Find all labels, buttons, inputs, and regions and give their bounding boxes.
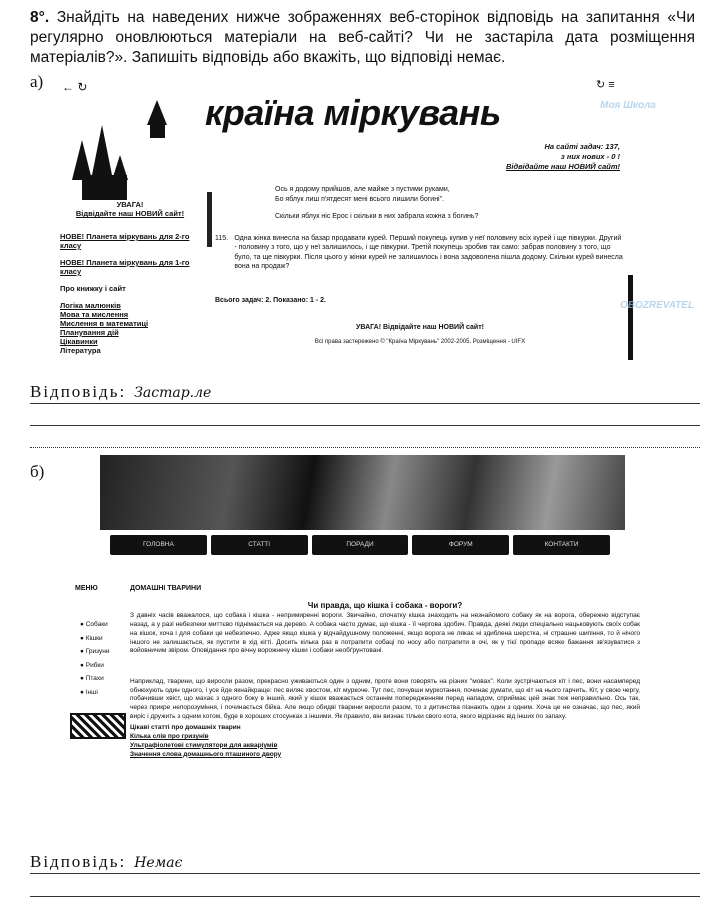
sidebar-link[interactable]: НОВЕ! Планета міркувань для 2-го класу: [60, 232, 190, 250]
related-link[interactable]: Кілька слів про гризунів: [130, 733, 209, 741]
counter-badge-icon: [70, 713, 126, 739]
site-sidebar: УВАГА! Відвідайте наш НОВИЙ сайт! НОВЕ! Планета міркувань для 2-го класу НОВЕ! Планета міркувань для 1-го класу Про книжку і сайт Логіка малюнків Мова та мислення Мислення в математиці Планування дій Цікавинки Література: [60, 200, 200, 355]
browser-back-icon: ← ↻: [62, 80, 88, 94]
browser-refresh-icon: ↻ ≡: [596, 79, 615, 91]
answer-line: [30, 403, 700, 404]
answer-b-value[interactable]: Немає: [134, 855, 183, 871]
new-site-link[interactable]: Відвідайте наш НОВИЙ сайт!: [75, 209, 185, 218]
menu-item[interactable]: ● Кішки: [80, 634, 103, 642]
task-text: 8°. Знайдіть на наведених нижче зображеннях веб-сторінок відповідь на запитання «Чи регулярно оновлюються матеріали на веб-сайті? Чи не застаріла дата розміщення матеріалів?». Запишіть відповідь або вкажіть, що відповіді немає.: [30, 9, 696, 66]
label-b: б): [30, 462, 45, 481]
menu-heading: МЕНЮ: [75, 585, 98, 592]
castle-logo-icon: [62, 85, 202, 210]
answer-line: [30, 447, 700, 448]
related-link[interactable]: Ультрафіолетові стимулятори для акваріумів: [130, 741, 278, 749]
site-content: Ось я додому прийшов, але майже з пустими руками, Бо яблук лиш п'ятдесят мені всього лишили богині". Скільки яблук ніс Ерос і скільки в них забрала кожна з богинь? 115. Одна жінка винесла на базар продавати курей. Перший покупець купив у неї половину всіх курей і ще півкурки. Другий - половину з того, що у неї залишилось, і ще півкурки. Третій покупець зробив так само: забрав половину з того, що було, та ще півкурки. Після цього у жінки курей не залишилось і вона задоволена пішла додому. Скільки курей винесла вона на продаж? Всього задач: 2. Показано: 1 - 2. УВАГА! Відвідайте наш НОВИЙ сайт! Всі права застережено © "Країна Міркувань" 2002-2005. Розміщення - UIFX: [215, 186, 623, 345]
sidebar-link[interactable]: Планування дій: [60, 328, 119, 337]
menu-item[interactable]: ● Інші: [80, 688, 98, 696]
article: ДОМАШНІ ТВАРИНИ Чи правда, що кішка і собака - вороги? З давніх часів вважалося, що собака і кішка - непримиренні вороги. Звичайно, спочатку кішка знаходить на незнайомого собаку як на ворога, обережно відступає назад, а у разі небезпеки миттєво піднімається на дерево. А собака часто думає, що кішка - її чергова здобич. Правда, деякі люди спеціально нацьковують своїх собак на кішок, хоча і для собаки це небезпечно. Адже якщо кішка у відчайдушному положенні, якщо ворога не лякає ні здиблена шерстка, ні страшне шипіння, то й нічого іншого не залишається, як пустити в хід кігті. Досить кілька раз в потрапити собаці по носу або потрапити в очі, як у тієї пропаде всяке бажання зв'язуватися з войовничим звіром. Оповідання про вічну ворожнечу кішки і собаки необґрунтовані. Наприклад, тварини, що виросли разом, прекрасно уживаються один з одним, проте вони говорять на різних "мовах". Коли зустрічаються кіт і пес, вони насамперед обнюхують один одного, і усе йде якнайкраще: пес виляє хвостом, кіт муркоче. Тут пес, почувши муркотання, починає думати, що кіт на нього гарчить. Кіт, у свою чергу, побачивши хвіст, що махає з одного боку в інший, який у кішок вважається останнім попередженням перед нападом, сприймає цей знак теж неправильно. Ось так, через прикре непорозуміння, і починається бійка. Але якщо обидві тварини виросли разом, то з дитинства пізнають один з одним. Хоча це не означає, що пес, який виріс і дружить з одним котом, буде в хороших стосунках з іншими. Як правило, він визнає тільки свого кота, якого відрізняє від інших по запаху. Цікаві статті про домашніх тварин Кілька слів про гризунів Ультрафіолетові стимулятори для акваріумів Значення слова домашнього пташиного двору: [130, 585, 640, 758]
watermark: OBOZREVATEL: [620, 300, 695, 311]
site-banner-image: [100, 455, 625, 530]
label-a: а): [30, 72, 44, 91]
site-stats: На сайті задач: 137, з них нових - 0 ! Відвідайте наш НОВИЙ сайт!: [505, 142, 620, 171]
sidebar-link[interactable]: Про книжку і сайт: [60, 284, 126, 293]
nav-item[interactable]: ГОЛОВНА: [110, 535, 207, 555]
menu-item[interactable]: ● Собаки: [80, 621, 108, 628]
related-link[interactable]: Значення слова домашнього пташиного двору: [130, 750, 282, 758]
nav-item[interactable]: ПОРАДИ: [312, 535, 409, 555]
article-title: Чи правда, що кішка і собака - вороги?: [307, 600, 463, 610]
sidebar-link[interactable]: Література: [60, 346, 101, 355]
site-menu: [80, 618, 110, 699]
nav-item[interactable]: ФОРУМ: [412, 535, 509, 555]
new-site-link[interactable]: Відвідайте наш НОВИЙ сайт!: [505, 162, 620, 171]
scrollbar[interactable]: [207, 192, 212, 247]
sidebar-link[interactable]: Мова та мислення: [60, 310, 129, 319]
site-title: країна міркувань: [205, 92, 501, 133]
menu-item[interactable]: ● Гризуни: [80, 648, 110, 655]
answer-line: [30, 873, 700, 874]
answer-line: [30, 896, 700, 897]
answer-line: [30, 425, 700, 426]
menu-item[interactable]: ● Рибки: [80, 661, 104, 669]
nav-item[interactable]: СТАТТІ: [211, 535, 308, 555]
site-nav: [110, 535, 610, 555]
answer-a-value[interactable]: Застар.ле: [134, 385, 212, 401]
answer-a: Відповідь: Застар.ле: [30, 382, 212, 401]
watermark: Моя Школа: [600, 100, 656, 111]
sidebar-link[interactable]: Логіка малюнків: [60, 301, 121, 310]
sidebar-link[interactable]: НОВЕ! Планета міркувань для 1-го класу: [60, 258, 190, 276]
nav-item[interactable]: КОНТАКТИ: [513, 535, 610, 555]
sidebar-link[interactable]: Мислення в математиці: [60, 319, 149, 328]
menu-item[interactable]: ● Птахи: [80, 675, 104, 682]
sidebar-link[interactable]: Цікавинки: [60, 337, 98, 346]
answer-b: Відповідь: Немає: [30, 852, 183, 871]
page-scrollbar[interactable]: [628, 275, 633, 360]
